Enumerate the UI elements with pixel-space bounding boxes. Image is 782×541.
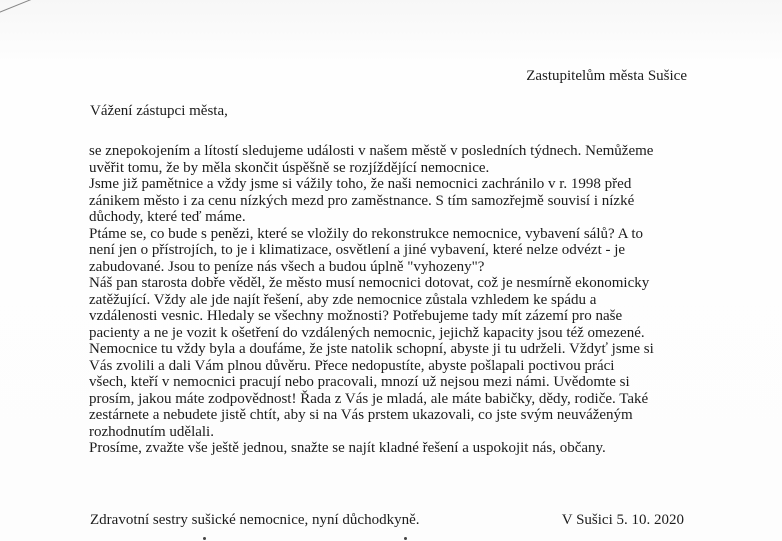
place-date: V Sušici 5. 10. 2020 [561,512,684,528]
body-line: zatěžující. Vždy ale jde najít řešení, aby zde nemocnice zůstala vzhledem ke spádu a [89,291,597,308]
body-line: Ptáme se, co bude s penězi, které se vložily do rekonstrukce nemocnice, vybavení sálů? A to [89,225,643,242]
salutation: Vážení zástupci města, [90,103,228,119]
addressee: Zastupitelům města Sušice [526,68,687,84]
body-line: vzdálenosti vesnic. Hledaly se všechny možnosti? Potřebujeme tady mít zázemí pro naše [89,308,623,324]
body-line: zestárnete a nebudete jistě chtít, aby si na Vás prstem ukazovali, co jste svým neuváženým [89,407,633,423]
body-line: Náš pan starosta dobře věděl, že město musí nemocnici dotovat, což je nesmírně ekonomicky [89,275,650,291]
body-line: není jen o přístrojích, to je i klimatizace, osvětlení a jiné vybavení, které nelze odvézt - je [89,242,626,258]
scan-speck [404,537,407,540]
body-line: zánikem město i za cenu nízkých mezd pro zaměstnance. S tím samozřejmě souvisí i nízké [89,192,635,209]
signature: Zdravotní sestry sušické nemocnice, nyní důchodkyně. [90,512,420,528]
body-line: prosím, jakou máte zodpovědnost! Řada z Vás je mladá, ale máte babičky, dědy, rodiče. Také [89,390,649,407]
body-line: všech, kteří v nemocnici pracují nebo pracovali, mnozí už nejsou mezi námi. Uvědomte si [89,374,630,390]
body-line: zabudované. Jsou to peníze nás všech a budou úplně "vyhozeny"? [89,258,485,275]
body-line: důchody, které teď máme. [89,209,246,225]
letter-body [89,143,699,457]
body-line: pacienty a ne je vozit k ošetření do vzdálených nemocnic, jejichž kapacity jsou též omezené. [89,324,645,341]
body-line: Jsme již pamětnice a vždy jsme si vážily toho, že naši nemocnici zachránilo v r. 1998 před [89,176,632,192]
scan-corner-mark [0,0,59,15]
body-line: rozhodnutím udělali. [89,423,214,440]
body-line: Vás zvolili a dali Vám plnou důvěru. Přece nedopustíte, abyste pošlapali poctivou práci [89,357,615,374]
body-line: Prosíme, zvažte vše ještě jednou, snažte se najít kladné řešení a uspokojit nás, občany. [89,440,606,456]
body-line: se znepokojením a lítostí sledujeme události v našem městě v posledních týdnech. Nemůžeme [89,143,654,159]
body-line: Nemocnice tu vždy byla a doufáme, že jste natolik schopní, abyste ji tu udrželi. Vždyť jsme si [89,341,654,357]
body-line: uvěřit tomu, že by měla skončit úspěšně se rozjíždějící nemocnice. [89,159,490,176]
scan-speck [203,537,206,540]
